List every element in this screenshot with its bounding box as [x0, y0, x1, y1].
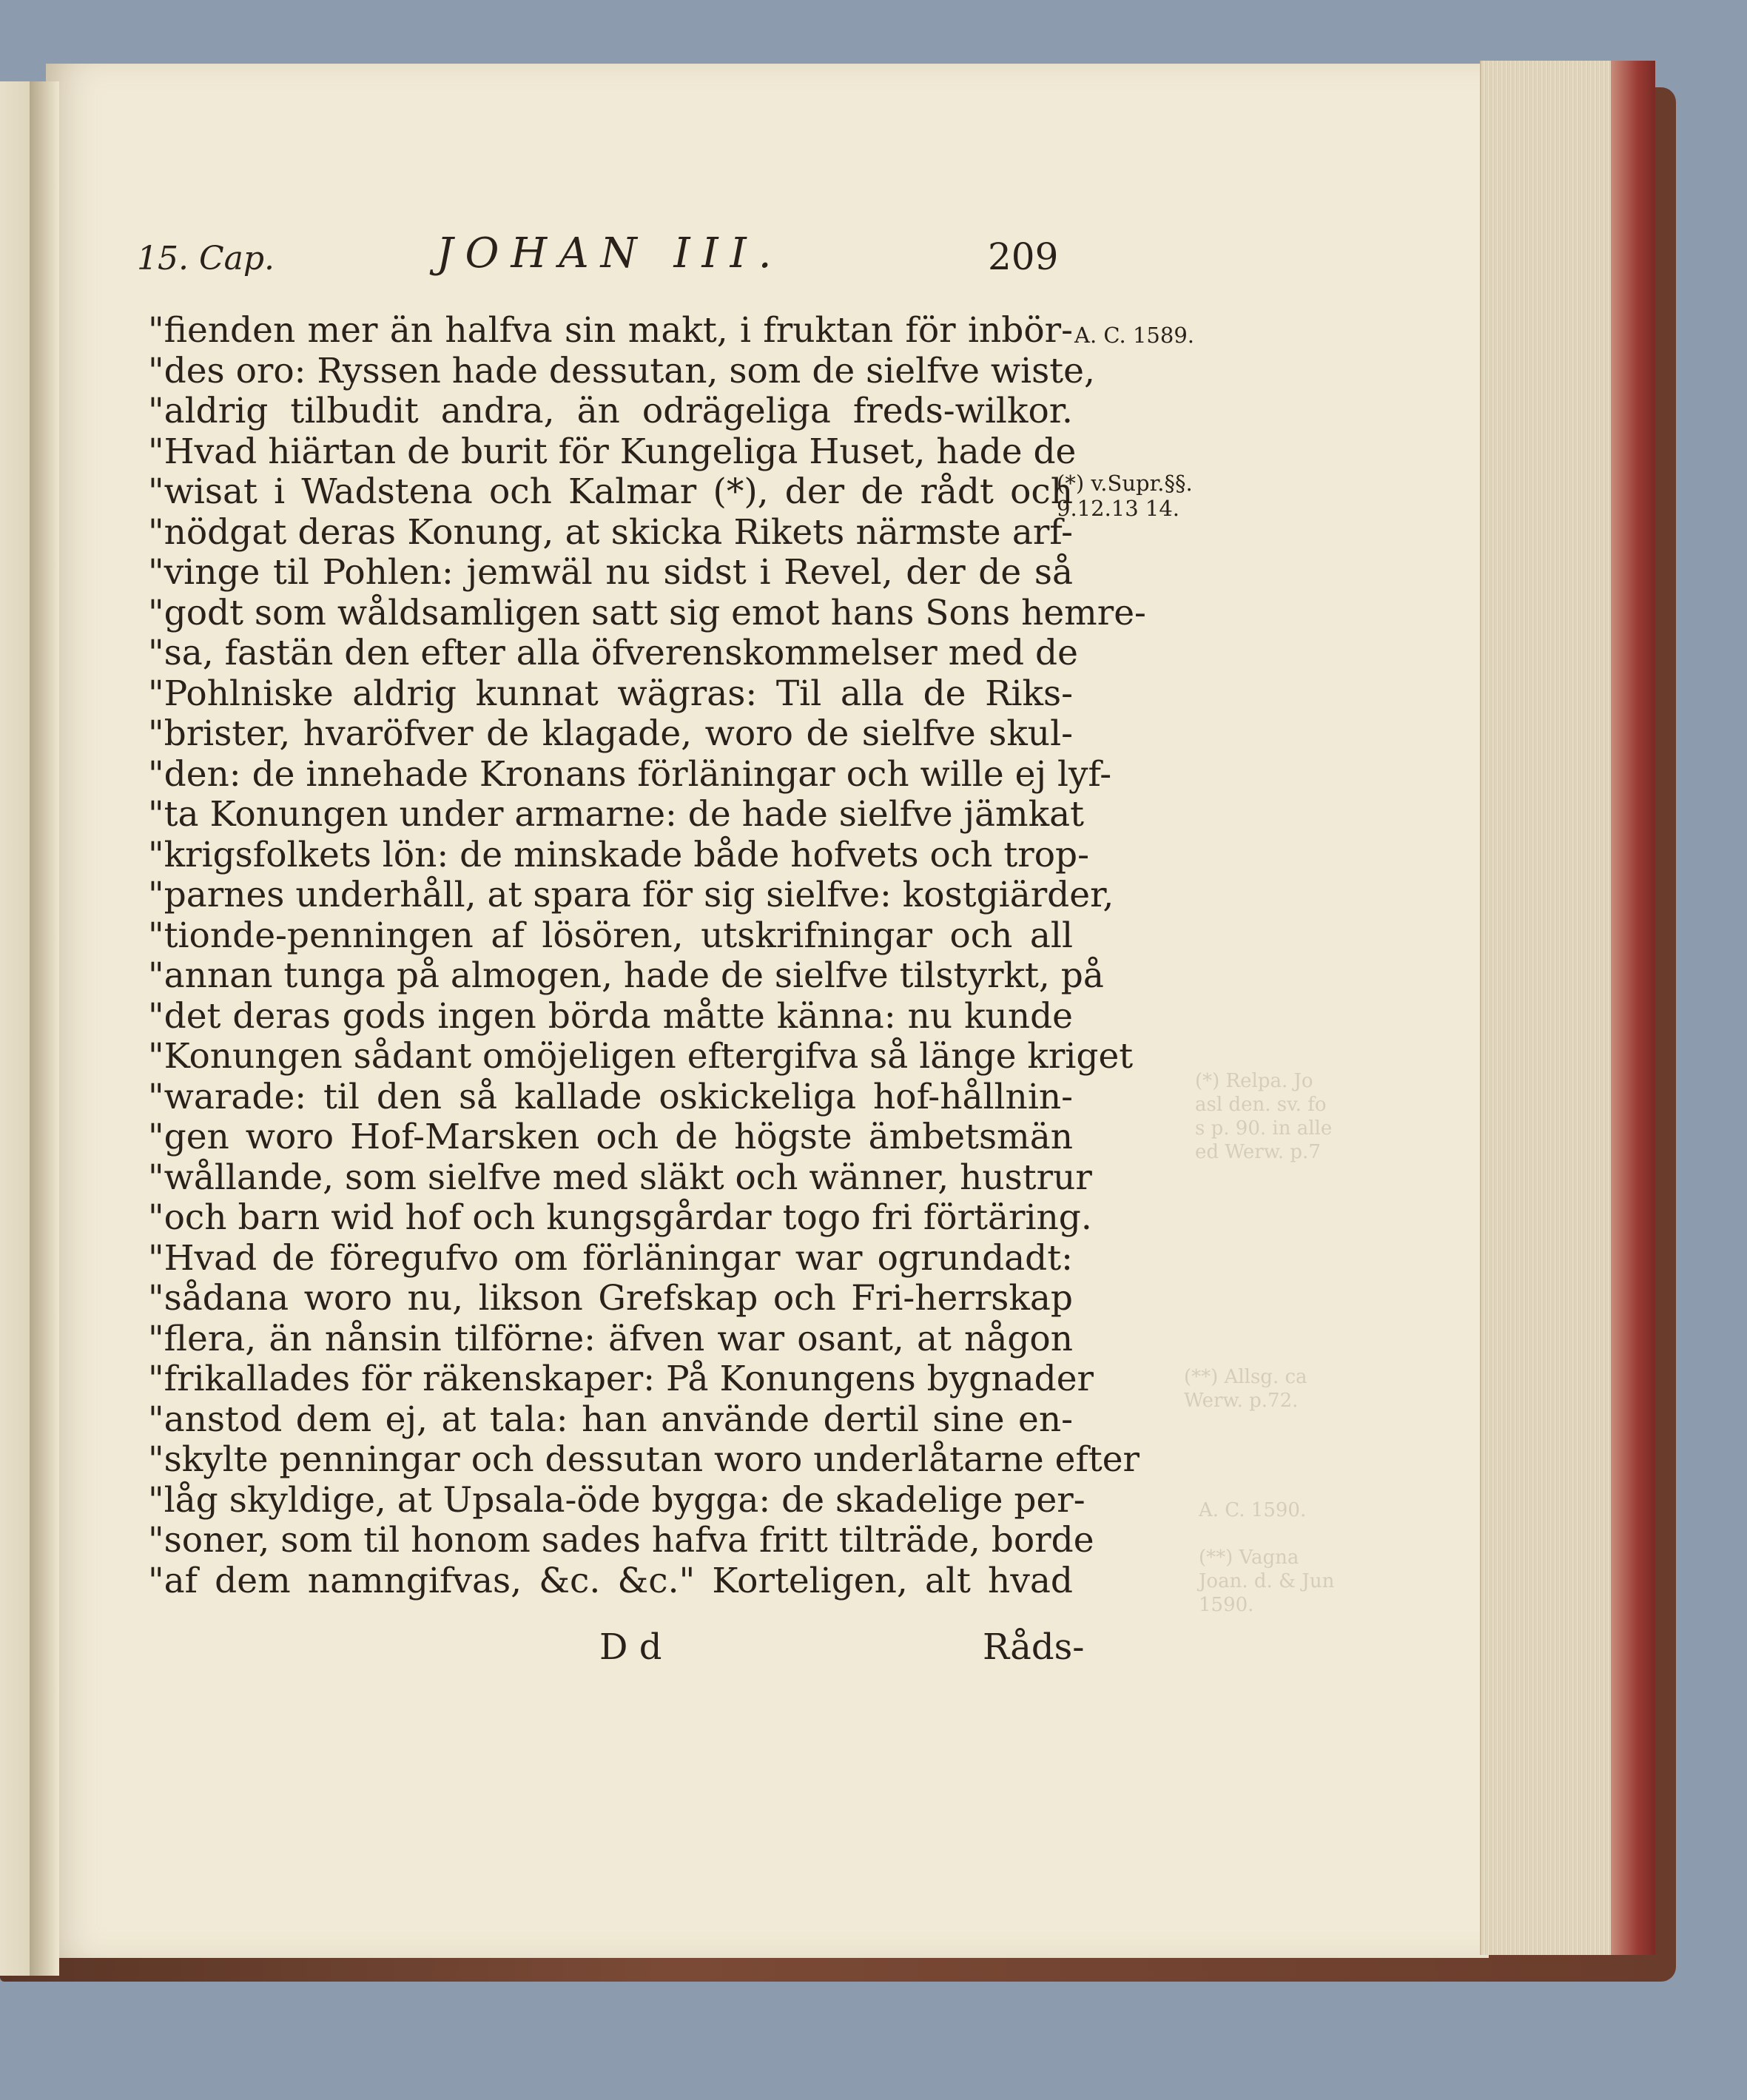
text-line: "nödgat deras Konung, at skicka Rikets närmste arf- [148, 511, 1073, 553]
text-line: "tionde-penningen af lösören, utskrifningar och all [148, 915, 1073, 956]
text-line: "soner, som til honom sades hafva fritt tilträde, borde [148, 1520, 1094, 1561]
text-line: "af dem namngifvas, &c. &c." Korteligen, alt hvad [148, 1560, 1073, 1601]
text-line: "det deras gods ingen börda måtte känna: nu kunde [148, 995, 1073, 1037]
text-line: "wållande, som sielfve med släkt och wänner, hustrur [148, 1157, 1092, 1198]
text-line: "och barn wid hof och kungsgårdar togo fri förtäring. [148, 1197, 1092, 1238]
page-number: 209 [988, 235, 1059, 278]
text-line: "fienden mer än halfva sin makt, i fruktan för inbör- [148, 310, 1073, 351]
text-line: "vinge til Pohlen: jemwäl nu sidst i Revel, der de så [148, 552, 1073, 593]
text-line: "den: de innehade Kronans förläningar och wille ej lyf- [148, 753, 1112, 795]
text-line: "brister, hvaröfver de klagade, woro de sielfve skul- [148, 713, 1073, 754]
margin-reference-note: 9.12.13 14. [1057, 496, 1180, 521]
text-line: "ta Konungen under armarne: de hade sielfve jämkat [148, 794, 1085, 835]
text-line: "wisat i Wadstena och Kalmar (*), der de rådt och [148, 471, 1073, 512]
text-line: "des oro: Ryssen hade dessutan, som de sielfve wiste, [148, 350, 1095, 391]
text-line: "krigsfolkets lön: de minskade både hofvets och trop- [148, 834, 1089, 875]
text-line: "flera, än nånsin tilförne: äfven war osant, at någon [148, 1318, 1073, 1359]
text-line: "låg skyldige, at Upsala-öde bygga: de skadelige per- [148, 1479, 1085, 1521]
margin-reference-note: (*) v.Supr.§§. [1057, 471, 1193, 496]
text-line: "godt som wåldsamligen satt sig emot hans Sons hemre- [148, 592, 1146, 633]
text-line: "sa, fastän den efter alla öfverenskommelser med de [148, 633, 1078, 673]
text-line: "Hvad de föregufvo om förläningar war ogrundadt: [148, 1237, 1073, 1279]
text-line: "Hvad hiärtan de burit för Kungeliga Huset, hade de [148, 431, 1077, 472]
bleed-through-text: (**) Allsg. ca Werw. p.72. [1184, 1366, 1307, 1412]
text-line: "Konungen sådant omöjeligen eftergifva så länge kriget [148, 1036, 1134, 1077]
catchword: Råds- [983, 1626, 1085, 1668]
bleed-through-text: A. C. 1590. (**) Vagna Joan. d. & Jun 1590. [1199, 1499, 1335, 1616]
running-head [137, 229, 1062, 289]
text-line: "parnes underhåll, at spara för sig sielfve: kostgiärder, [148, 875, 1114, 915]
chapter-label: 15. Cap. [137, 240, 275, 277]
text-line: "warade: til den så kallade oskickeliga hof-hållnin- [148, 1076, 1073, 1117]
gutter-shadow [30, 81, 59, 1976]
text-line: "gen woro Hof-Marsken och de högste ämbetsmän [148, 1117, 1073, 1157]
running-title: JOHAN III. [437, 229, 784, 277]
text-line: "frikallades för räkenskaper: På Konungens bygnader [148, 1359, 1094, 1399]
fore-edge [1480, 61, 1655, 1955]
signature-mark: D d [599, 1626, 662, 1668]
bleed-through-text: (*) Relpa. Jo asl den. sv. fo s p. 90. in alle ed Werw. p.7 [1195, 1070, 1333, 1163]
text-line: "sådana woro nu, likson Grefskap och Fri-herrskap [148, 1278, 1073, 1319]
text-line: "annan tunga på almogen, hade de sielfve tilstyrkt, på [148, 955, 1104, 996]
text-line: "Pohlniske aldrig kunnat wägras: Til alla de Riks- [148, 673, 1073, 714]
margin-year-note: A. C. 1589. [1074, 323, 1194, 348]
text-line: "skylte penningar och dessutan woro underlåtarne efter [148, 1439, 1140, 1480]
text-line: "aldrig tilbudit andra, än odrägeliga freds-wilkor. [148, 391, 1073, 431]
text-line: "anstod dem ej, at tala: han använde dertil sine en- [148, 1399, 1073, 1440]
